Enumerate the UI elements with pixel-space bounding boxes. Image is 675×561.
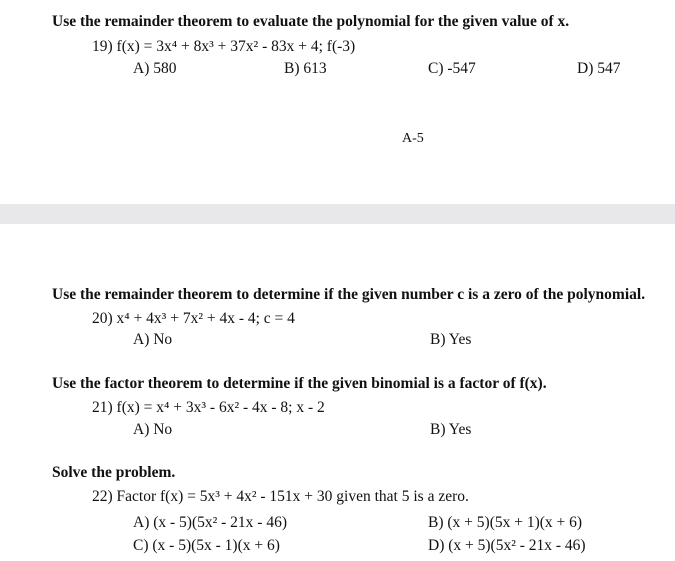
instruction-remainder-zero: Use the remainder theorem to determine if the given number c is a zero of the polynomial.	[52, 286, 646, 303]
question-19-option-a: A) 580	[133, 60, 177, 77]
instruction-factor-theorem: Use the factor theorem to determine if the given binomial is a factor of f(x).	[52, 375, 547, 392]
question-19-option-b: B) 613	[284, 60, 327, 77]
question-22-stem: 22) Factor f(x) = 5x³ + 4x² - 151x + 30 given that 5 is a zero.	[92, 488, 469, 505]
question-22-option-d: D) (x + 5)(5x² - 21x - 46)	[428, 537, 586, 554]
question-20-option-a: A) No	[133, 331, 173, 348]
worksheet-page-bottom	[0, 224, 675, 561]
question-20-stem: 20) x⁴ + 4x³ + 7x² + 4x - 4; c = 4	[92, 310, 295, 327]
page-separator	[0, 204, 675, 224]
question-19-option-d: D) 547	[577, 60, 621, 77]
instruction-solve: Solve the problem.	[52, 464, 176, 481]
question-21-option-b: B) Yes	[430, 421, 472, 438]
question-22-option-a: A) (x - 5)(5x² - 21x - 46)	[133, 514, 288, 531]
question-20-option-b: B) Yes	[430, 331, 472, 348]
instruction-remainder-evaluate: Use the remainder theorem to evaluate the polynomial for the given value of x.	[52, 13, 570, 30]
question-19-option-c: C) -547	[428, 60, 476, 77]
question-21-stem: 21) f(x) = x⁴ + 3x³ - 6x² - 4x - 8; x - 2	[92, 399, 325, 416]
question-22-option-b: B) (x + 5)(5x + 1)(x + 6)	[428, 514, 583, 531]
page-footer-number: A-5	[402, 131, 424, 146]
question-19-stem: 19) f(x) = 3x⁴ + 8x³ + 37x² - 83x + 4; f(-3)	[92, 38, 356, 55]
question-21-option-a: A) No	[133, 421, 173, 438]
worksheet-page-top	[0, 0, 675, 204]
question-22-option-c: C) (x - 5)(5x - 1)(x + 6)	[133, 537, 280, 554]
